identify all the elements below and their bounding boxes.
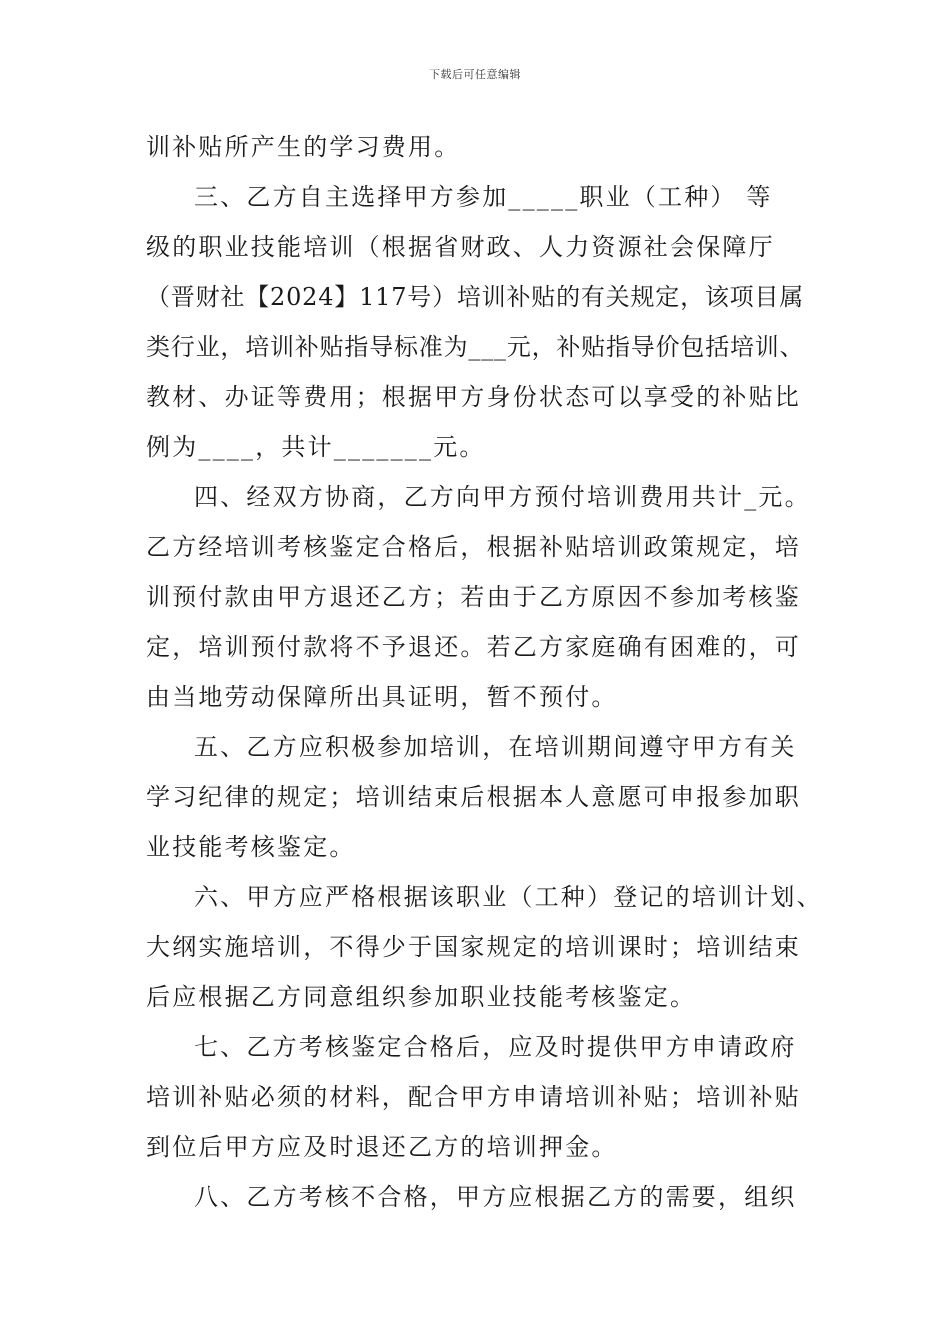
text-line: 业技能考核鉴定。 xyxy=(146,833,356,861)
text-line: 后应根据乙方同意组织参加职业技能考核鉴定。 xyxy=(146,983,697,1011)
text-line: 六、甲方应严格根据该职业（工种）登记的培训计划、 xyxy=(194,883,823,911)
text-line: （晋财社【2024】117号）培训补贴的有关规定，该项目属 xyxy=(146,283,805,311)
text-line: 教材、办证等费用；根据甲方身份状态可以享受的补贴比 xyxy=(146,383,801,411)
text-line: 七、乙方考核鉴定合格后，应及时提供甲方申请政府 xyxy=(194,1033,797,1061)
document-body xyxy=(146,122,823,1222)
text-line: 五、乙方应积极参加培训，在培训期间遵守甲方有关 xyxy=(194,733,797,761)
text-line: 四、经双方协商，乙方向甲方预付培训费用共计_元。 xyxy=(194,483,811,511)
text-line: 类行业，培训补贴指导标准为___元，补贴指导价包括培训、 xyxy=(146,333,805,361)
text-line: 到位后甲方应及时退还乙方的培训押金。 xyxy=(146,1133,618,1161)
text-line: 三、乙方自主选择甲方参加_____职业（工种） 等 xyxy=(194,183,773,211)
text-line: 由当地劳动保障所出具证明，暂不预付。 xyxy=(146,683,618,711)
text-line: 八、乙方考核不合格，甲方应根据乙方的需要，组织 xyxy=(194,1183,797,1211)
text-line: 大纲实施培训，不得少于国家规定的培训课时；培训结束 xyxy=(146,933,801,961)
text-line: 学习纪律的规定；培训结束后根据本人意愿可申报参加职 xyxy=(146,783,801,811)
text-line: 乙方经培训考核鉴定合格后，根据补贴培训政策规定，培 xyxy=(146,533,801,561)
text-line: 培训补贴必须的材料，配合甲方申请培训补贴；培训补贴 xyxy=(146,1083,801,1111)
page-header: 下载后可任意编辑 xyxy=(429,68,521,81)
text-line: 级的职业技能培训（根据省财政、人力资源社会保障厅 xyxy=(146,233,775,261)
text-line: 训预付款由甲方退还乙方；若由于乙方原因不参加考核鉴 xyxy=(146,583,801,611)
text-line: 例为____，共计_______元。 xyxy=(146,433,486,461)
text-line: 训补贴所产生的学习费用。 xyxy=(146,133,461,161)
text-line: 定，培训预付款将不予退还。若乙方家庭确有困难的，可 xyxy=(146,633,801,661)
